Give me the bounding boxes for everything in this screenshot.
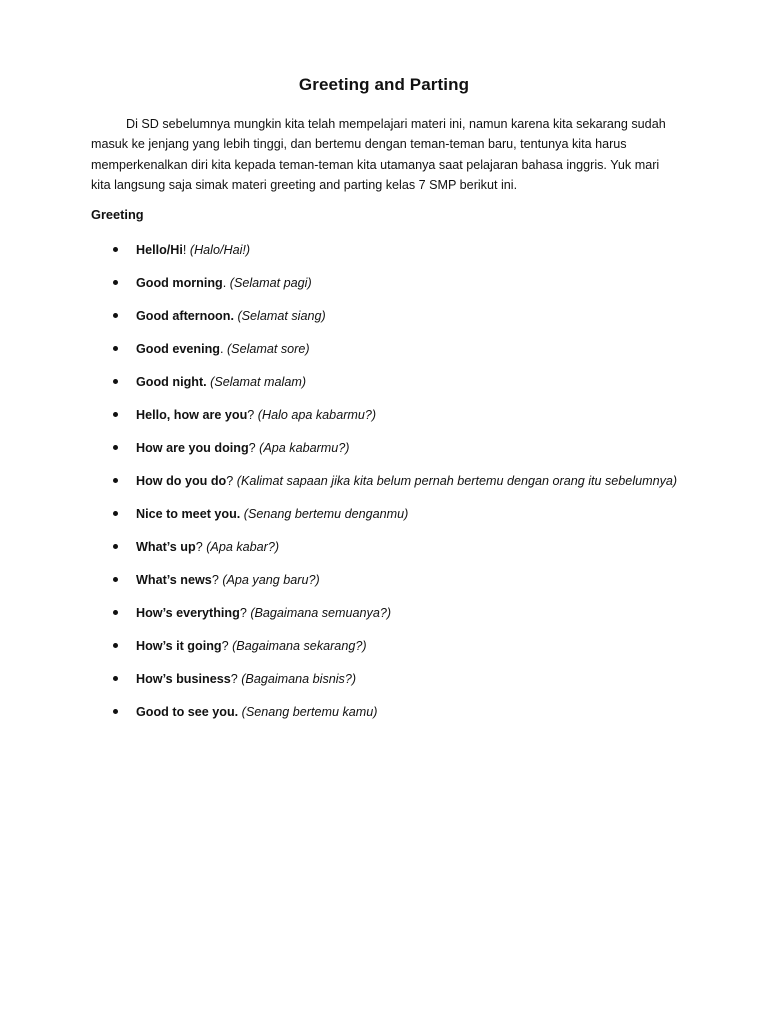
greeting-punctuation: ! [182, 243, 187, 257]
greeting-list [0, 240, 768, 735]
greeting-punctuation: ? [221, 639, 229, 653]
list-item-text [136, 702, 377, 722]
list-item-text [136, 372, 306, 392]
greeting-punctuation: ? [239, 606, 247, 620]
greeting-translation: (Apa yang baru?) [222, 573, 320, 587]
bullet-icon [113, 445, 118, 450]
greeting-translation: (Bagaimana bisnis?) [241, 672, 357, 686]
section-heading-greeting: Greeting [91, 207, 144, 222]
list-item-text [136, 504, 408, 524]
bullet-icon [113, 577, 118, 582]
greeting-translation: (Senang bertemu denganmu) [243, 507, 409, 521]
greeting-translation: (Selamat sore) [226, 342, 310, 356]
list-item [0, 405, 768, 438]
list-item-text [136, 471, 677, 491]
bullet-icon [113, 643, 118, 648]
list-item [0, 273, 768, 306]
list-item-text [136, 669, 356, 689]
greeting-punctuation: ? [211, 573, 219, 587]
bullet-icon [113, 346, 118, 351]
list-item [0, 438, 768, 471]
list-item [0, 669, 768, 702]
bullet-icon [113, 379, 118, 384]
greeting-punctuation: . [222, 276, 227, 290]
document-title: Greeting and Parting [298, 75, 470, 94]
greeting-phrase: How’s business [136, 672, 231, 686]
greeting-phrase: Hello, how are you [136, 408, 248, 422]
bullet-icon [113, 412, 118, 417]
intro-text: Di SD sebelumnya mungkin kita telah mempelajari materi ini, namun karena kita sekarang sudah masuk ke jenjang yang lebih tinggi, dan bertemu dengan teman-teman baru, tentunya kita harus memperkenalkan diri kita kepada teman-teman kita utamanya saat pelajaran bahasa inggris. Yuk mari kita langsung saja simak materi greeting and parting kelas 7 SMP berikut ini. [91, 117, 666, 192]
greeting-phrase: Nice to meet you. [136, 507, 241, 521]
bullet-icon [113, 676, 118, 681]
greeting-translation: (Selamat malam) [210, 375, 307, 389]
greeting-punctuation: . [219, 342, 224, 356]
greeting-phrase: How’s everything [136, 606, 240, 620]
list-item [0, 306, 768, 339]
list-item [0, 240, 768, 273]
greeting-phrase: Good evening [136, 342, 220, 356]
greeting-translation: (Bagaimana sekarang?) [232, 639, 367, 653]
list-item-text [136, 603, 391, 623]
greeting-punctuation: ? [226, 474, 234, 488]
greeting-phrase: Good to see you. [136, 705, 239, 719]
greeting-phrase: Good morning [136, 276, 223, 290]
list-item-text [136, 537, 279, 557]
greeting-punctuation: ? [247, 408, 255, 422]
list-item-text [136, 306, 326, 326]
bullet-icon [113, 478, 118, 483]
bullet-icon [113, 280, 118, 285]
greeting-phrase: Good afternoon. [136, 309, 234, 323]
list-item-text [136, 438, 349, 458]
greeting-translation: (Kalimat sapaan jika kita belum pernah bertemu dengan orang itu sebelumnya) [236, 474, 678, 488]
list-item-text [136, 636, 367, 656]
list-item [0, 339, 768, 372]
list-item [0, 702, 768, 735]
list-item-text [136, 240, 250, 260]
list-item-text [136, 570, 320, 590]
greeting-translation: (Bagaimana semuanya?) [250, 606, 392, 620]
greeting-phrase: What’s up [136, 540, 196, 554]
list-item-text [136, 339, 310, 359]
list-item [0, 636, 768, 669]
bullet-icon [113, 709, 118, 714]
list-item-text [136, 273, 312, 293]
greeting-punctuation: ? [248, 441, 256, 455]
greeting-phrase: How do you do [136, 474, 227, 488]
greeting-phrase: Hello/Hi [136, 243, 183, 257]
list-item [0, 372, 768, 405]
greeting-phrase: Good night. [136, 375, 207, 389]
greeting-translation: (Apa kabarmu?) [259, 441, 350, 455]
greeting-translation: (Selamat pagi) [229, 276, 312, 290]
greeting-translation: (Senang bertemu kamu) [241, 705, 378, 719]
greeting-punctuation: ? [195, 540, 203, 554]
list-item-text [136, 405, 376, 425]
greeting-translation: (Apa kabar?) [206, 540, 280, 554]
bullet-icon [113, 247, 118, 252]
greeting-punctuation: ? [230, 672, 238, 686]
list-item [0, 603, 768, 636]
greeting-phrase: How’s it going [136, 639, 222, 653]
intro-paragraph [91, 114, 681, 195]
bullet-icon [113, 544, 118, 549]
bullet-icon [113, 511, 118, 516]
greeting-phrase: How are you doing [136, 441, 249, 455]
greeting-phrase: What’s news [136, 573, 212, 587]
greeting-translation: (Selamat siang) [237, 309, 326, 323]
greeting-translation: (Halo/Hai!) [189, 243, 251, 257]
list-item [0, 504, 768, 537]
list-item [0, 537, 768, 570]
bullet-icon [113, 610, 118, 615]
bullet-icon [113, 313, 118, 318]
list-item [0, 570, 768, 603]
list-item [0, 471, 768, 504]
greeting-translation: (Halo apa kabarmu?) [257, 408, 377, 422]
